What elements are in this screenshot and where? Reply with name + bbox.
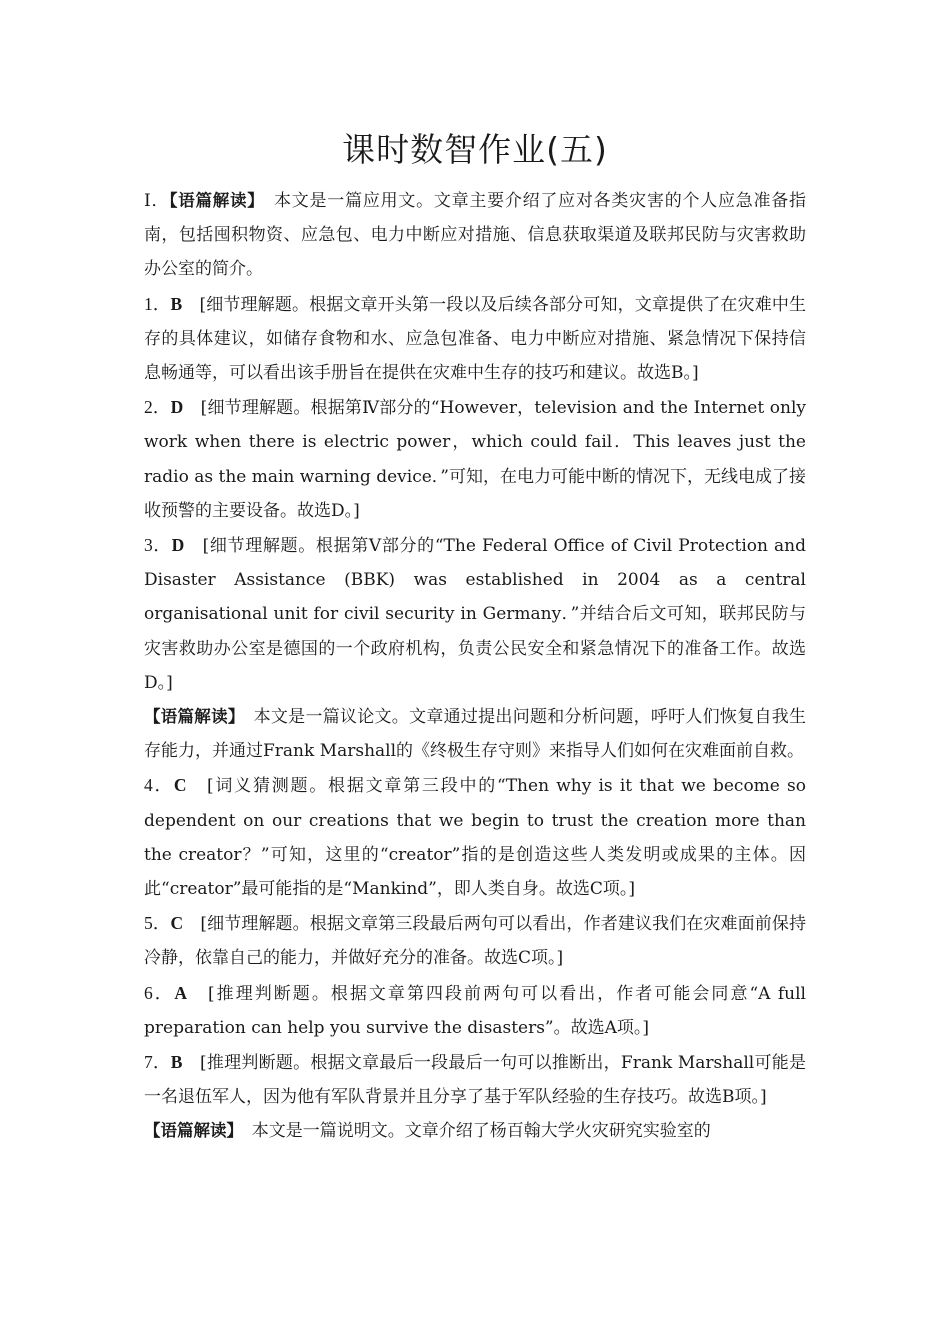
answer-item bbox=[144, 1045, 806, 1114]
passage-summary-2 bbox=[144, 700, 806, 768]
answer-item bbox=[144, 287, 806, 391]
item-answer: A bbox=[174, 982, 187, 1003]
summary-tag: 【语篇解读】 bbox=[144, 1121, 235, 1141]
document-body bbox=[144, 184, 806, 1149]
item-answer: C bbox=[173, 775, 187, 796]
answer-item bbox=[144, 906, 806, 975]
item-number: 7． bbox=[144, 1052, 171, 1073]
summary-tag: 【语篇解读】 bbox=[169, 191, 257, 210]
answer-item bbox=[144, 528, 806, 700]
passage-summary-1 bbox=[144, 184, 806, 287]
passage-summary-3 bbox=[144, 1114, 806, 1148]
answer-item bbox=[144, 768, 806, 906]
summary-text: 本文是一篇应用文。文章主要介绍了应对各类灾害的个人应急准备指南，包括囤积物资、应急包、电力中断应对措施、信息获取渠道及联邦民防与灾害救助办公室的简介。 bbox=[144, 191, 807, 280]
item-explanation: [细节理解题。根据文章第三段最后两句可以看出，作者建议我们在灾难面前保持冷静，依靠自己的能力，并做好充分的准备。故选C项。] bbox=[144, 914, 806, 969]
item-number: 2． bbox=[144, 397, 171, 418]
item-answer: D bbox=[170, 397, 184, 418]
item-explanation: [细节理解题。根据文章开头第一段以及后续各部分可知，文章提供了在灾难中生存的具体建议，如储存食物和水、应急包准备、电力中断应对措施、紧急情况下保持信息畅通等，可以看出该手册旨在提供在灾难中生存的技巧和建议。故选B。] bbox=[144, 294, 806, 384]
item-number: 5． bbox=[144, 913, 171, 934]
answer-item bbox=[144, 976, 806, 1045]
item-explanation: [细节理解题。根据第Ⅳ部分的“However，television and the Internet only work when there is electric power，which could fail．This leaves just the radio as the main warning device．”可知，在电力可能中断的情况下，无线电成了接收预警的主要设备。故选D。] bbox=[144, 398, 807, 521]
item-explanation: [词义猜测题。根据文章第三段中的“Then why is it that we become so dependent on our creations that we begin to trust the creation more than the creator？”可知，这里的“creator”指的是创造这些人类发明或成果的主体。因此“creator”最可能指的是“Mankind”，即人类自身。故选C项。] bbox=[144, 776, 807, 900]
item-answer: B bbox=[170, 293, 183, 314]
item-number: 3． bbox=[144, 535, 172, 556]
summary-tag: 【语篇解读】 bbox=[144, 707, 237, 727]
answer-item bbox=[144, 390, 806, 528]
item-number: 4． bbox=[144, 775, 174, 796]
page-title: 课时数智作业(五) bbox=[342, 130, 608, 169]
summary-text: 本文是一篇议论文。文章通过提出问题和分析问题，呼吁人们恢复自我生存能力，并通过Frank Marshall的《终极生存守则》来指导人们如何在灾难面前自救。 bbox=[144, 707, 807, 762]
item-answer: C bbox=[170, 913, 184, 934]
item-number: 1． bbox=[144, 293, 171, 314]
item-explanation: [细节理解题。根据第Ⅴ部分的“The Federal Office of Civil Protection and Disaster Assistance (BBK) was established in 2004 as a central organisational unit for civil security in Germany．”并结合后文可知，联邦民防与灾害救助办公室是德国的一个政府机构，负责公民安全和紧急情况下的准备工作。故选D。] bbox=[144, 536, 806, 693]
item-number: 6． bbox=[144, 982, 175, 1003]
section-numeral: Ⅰ． bbox=[144, 191, 170, 211]
item-explanation: [推理判断题。根据文章第四段前两句可以看出，作者可能会同意“A full preparation can help you survive the disasters”。故选A项。] bbox=[144, 983, 806, 1038]
item-answer: D bbox=[171, 535, 185, 556]
item-explanation: [推理判断题。根据文章最后一段最后一句可以推断出，Frank Marshall可能是一名退伍军人，因为他有军队背景并且分享了基于军队经验的生存技巧。故选B项。] bbox=[144, 1053, 806, 1108]
item-answer: B bbox=[170, 1052, 183, 1073]
summary-text: 本文是一篇说明文。文章介绍了杨百翰大学火灾研究实验室的 bbox=[234, 1121, 711, 1142]
